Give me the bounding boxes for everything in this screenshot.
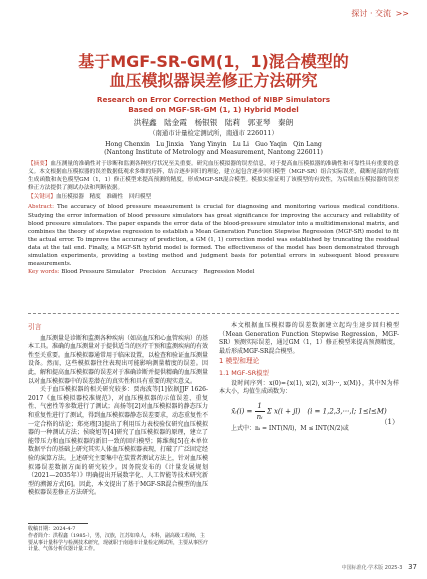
- abstract-text-cn: 血压测量的准确性对于诊断和监测各种医疗状况至关重要。研究血压模拟器的误差信息，对于提高血压模拟器的准确性和可靠性具有重要的意义。本文根据血压模拟器的误差数据低观求多维的矩阵，结合逐步回归的理论，建立起包含逐步回归模型（MGF-SR）组合实际误差，截断尾部的均值生成函数和灰色模型GM（1，1）修正模型来提高预测的精度，形成MGF-SR混合模型。模拟实验证明了该模型的有效性，为后续血压模拟器的误差修正方法提供了测试办法和判断依据。: [28, 161, 399, 192]
- footnote: [28, 526, 208, 553]
- authors-chinese: 洪程鑫 陆金霞 杨银银 陆莉 郭亚琴 秦朗: [133, 118, 294, 127]
- abstract-text-en: The accuracy of blood pressure measurement is crucial for diagnosing and monitoring various medical conditions. Studying the error information of blood pressure simulators has great significance for improving the accuracy and reliability of blood pressure simulators. The paper expands the error data of the blood-pressure simulator into a multidimensional matrix, and combines the theory of stepwise regression to establish a Mean Generation Function Stepwise Regression (MGF-SR) model to fit the actual error. To improve the accuracy of prediction, a GM (1, 1) correction model was established by truncating the residual data at the tail end. Finally, a MGF-SR hybrid model is formed. The effectiveness of the model has been demonstrated through simulation experiments, providing a testing method and judgment basis for potential errors in subsequent blood pressure measurements.: [28, 204, 399, 268]
- abstract-label-en: Abstract:: [28, 204, 55, 211]
- chevrons-icon: >>: [395, 9, 409, 18]
- english-title-line2: Based on MGF-SR-GM (1, 1) Hybrid Model: [128, 104, 299, 114]
- affiliation-english: (Nantong Institute of Metrology and Measurement, Nantong 226011): [104, 149, 323, 156]
- formula-sum: Σ x(i + jl) (i = 1,2,3,···,l; 1≤l≤M): [266, 407, 387, 416]
- authors-english: Hong Chenxin Lu Jinxia Yang Yinyin Lu Li Guo Yaqin Qin Lang: [105, 141, 322, 148]
- keywords-chinese: [28, 193, 399, 201]
- journal-issue: 2025-3: [384, 565, 403, 571]
- chinese-title-line2: 血压模拟器误差修正方法研究: [109, 71, 318, 90]
- section-1-1-heading: 1.1 MGF-SR模型: [219, 368, 269, 377]
- section-1-heading: 1 模型和理论: [219, 357, 260, 366]
- formula-numerator: 1: [255, 401, 265, 412]
- keywords-text-cn: 血压模拟器 精度 准确性 回归模型: [55, 194, 152, 201]
- footnote-author: 作者简介：洪程鑫（1985-），男，汉族，江苏如皋人，本科，副高级工程师，主要从事计量科学与检测技术研究，现就职于南通市计量检定测试所，主要从事医疗计量、气体分析仪器计量工作。: [28, 532, 209, 553]
- chinese-title: [0, 52, 427, 90]
- intro-paragraph-1: 血压测量是诊断和监测各种疾病（如高血压和心血管疾病）的基本工具。准确的血压测量对于提供适当的医疗干预和监测疾病的有效性至关重要。血压模拟器通常用于临床设置，以检查和验证血压测量设备。然而，这些模拟器往往表现出可能影响测量精度的误差。因此，解和提高血压模拟器的误差对于准确诊断并提供精确的血压测量以对血压模拟器中的误差潜在的真实性和具有重要的现实意义。: [28, 334, 209, 385]
- abstract-chinese: [28, 160, 399, 192]
- affiliation-chinese: （南通市计量检定测试所，南通市 226011）: [149, 129, 278, 137]
- formula-1: [219, 401, 399, 426]
- intro-heading: 引言: [28, 323, 42, 331]
- formula-lhs: x̄ᵢ(i) =: [231, 407, 253, 416]
- section-divider: [28, 313, 399, 314]
- intro-paragraph-3: 本文根据血压模拟器的误差数据建立起均生速步回归模型（Mean Generation Function Stepwise Regression，MGF-SR）预测实际误差，通过GM（1，1）修正模型来提高预测精度，最后形成MGF-SR混合模型。: [219, 322, 399, 355]
- keywords-label-cn: 【关键词】: [28, 194, 56, 201]
- footnote-rule: [28, 523, 88, 524]
- section-1-1-paragraph-2: 上式中：nᵢ = INT(N/l)，M ≤ INT(N/2)或: [231, 424, 349, 432]
- keywords-label-en: Key words:: [28, 269, 60, 276]
- intro-paragraph-2: 关于血压模拟器的相关研究较多：贾海波等[1]依据JJF 1626-2017《血压模拟器校准规范》，对血压模拟器的示值误差、重复性、气密性等参数进行了测试；高扬等[2]对血压模拟器的静态压力和重复性进行了测试，得到血压模拟器静态误差要求，动态重复性不一定合格的结论；郑亮瑾[3]提出了利用压力表校验仪研究血压模拟器的一种测试方法；侯晓旭等[4]研究了血压模拟器的原理，建立了能带压力和血压模拟器的新旧一致的回归模型；陈维焕[5]在本单位数据平台的基础上研究其实人体血压模拟器表现，打破了广泛固定经验的演算方法。上述研究主要集中在装置者测试方法上，针对血压模拟器误差数据方面的研究较少。因务院发布的《计量发展规划（2021—2035年）》明确提出开展数字化、人工智能等技术研究新型的溯源方式[6]。因此，本文提出了基于MGF-SR混合模型的血压模拟器误差修正方法研究。: [28, 386, 209, 497]
- journal-name: 中国标准化·学术版: [341, 565, 384, 571]
- formula-denominator: nᵢ: [256, 412, 263, 421]
- keywords-text-en: Blood Pressure Simulator Precision Accuracy Regression Model: [61, 269, 255, 276]
- chinese-title-line1: 基于MGF-SR-GM(1，1)混合模型的: [78, 52, 349, 71]
- section-header: [351, 8, 409, 19]
- abstract-english: [28, 203, 399, 268]
- keywords-english: [28, 268, 399, 276]
- abstract-label-cn: 【摘要】: [28, 161, 51, 167]
- left-column: [28, 322, 208, 498]
- english-title-line1: Research on Error Correction Method of NIBP Simulators: [96, 95, 331, 104]
- page-number: 37: [408, 563, 417, 571]
- section-1-1-paragraph: 设时间序列：x(0)={x(1), x(2), x(3)···, x(M)}，其中N为样本大小，均值生成函数为：: [219, 379, 399, 396]
- page-footer: [342, 563, 417, 571]
- formula-fraction: [255, 401, 265, 422]
- right-column: [219, 322, 399, 433]
- footnote-received: 收稿日期：2024-4-7: [28, 526, 76, 532]
- english-title: [0, 95, 427, 114]
- section-label: 探讨 · 交流: [351, 9, 392, 18]
- abstract-block: [28, 160, 399, 276]
- formula-number: （1）: [380, 417, 399, 426]
